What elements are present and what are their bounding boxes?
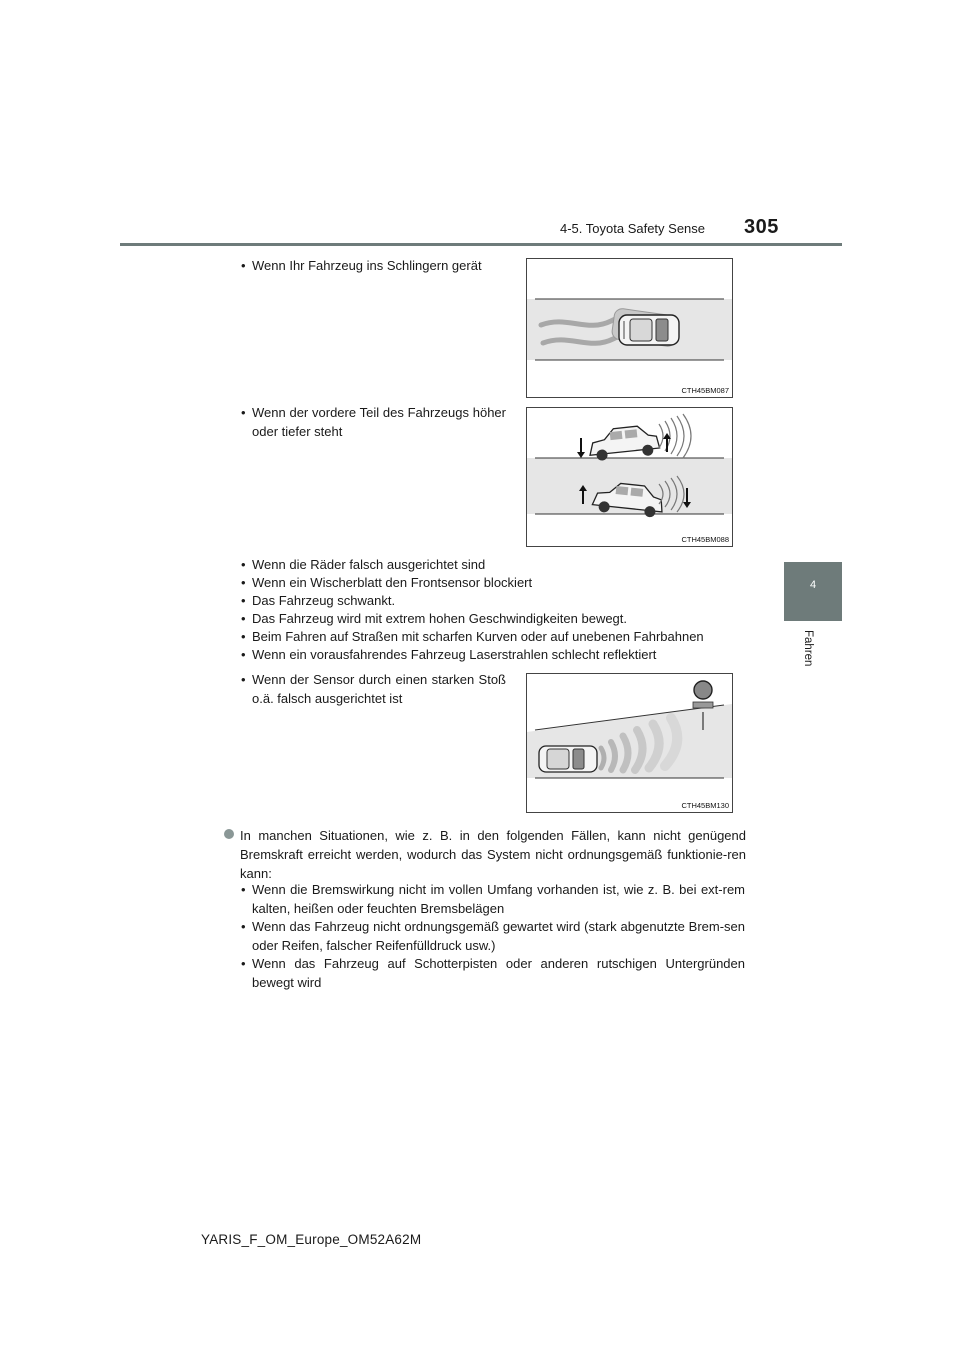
bullet-text: Wenn die Räder falsch ausgerichtet sind [252, 557, 486, 572]
round-bullet-icon [224, 829, 234, 839]
paragraph-text: In manchen Situationen, wie z. B. in den folgenden Fällen, kann nicht genügend Bremskraft erreicht werden, wodurch das System nicht ordnungsgemäß funktionie-ren kann: [240, 828, 746, 881]
bullet-item: • Wenn der vordere Teil des Fahrzeugs höher oder tiefer steht [241, 404, 506, 441]
sensor-misaligned-illustration [527, 674, 732, 812]
header-rule [120, 243, 842, 246]
bullet-text: Wenn die Bremswirkung nicht im vollen Umfang vorhanden ist, wie z. B. bei ext-rem kalten, heißen oder feuchten Bremsbelägen [252, 882, 745, 916]
footer-doc-id: YARIS_F_OM_Europe_OM52A62M [201, 1232, 422, 1247]
bullet-item: • Wenn die Bremswirkung nicht im vollen Umfang vorhanden ist, wie z. B. bei ext-rem kalten, heißen oder feuchten Bremsbelägen [241, 881, 745, 918]
bullet-text: Wenn der Sensor durch einen starken Stoß o.ä. falsch ausgerichtet ist [252, 672, 506, 706]
figure-code: CTH45BM087 [681, 386, 729, 395]
vehicle-pitch-illustration [527, 408, 732, 546]
chapter-number: 4 [809, 579, 817, 591]
bullet-text: Das Fahrzeug schwankt. [252, 593, 396, 608]
figure-vehicle-pitch [526, 407, 733, 547]
figure-code: CTH45BM130 [681, 801, 729, 810]
chapter-label: Fahren [802, 630, 814, 667]
chapter-label-box [776, 630, 816, 670]
bullet-text: Wenn Ihr Fahrzeug ins Schlingern gerät [252, 258, 482, 273]
section-title: 4-5. Toyota Safety Sense [560, 221, 706, 236]
bullet-text: Beim Fahren auf Straßen mit scharfen Kurven oder auf unebenen Fahrbahnen [252, 629, 704, 644]
bullet-item: • Beim Fahren auf Straßen mit scharfen Kurven oder auf unebenen Fahrbahnen [241, 628, 761, 647]
bullet-item: • Wenn ein Wischerblatt den Frontsensor blockiert [241, 574, 761, 593]
bullet-item: • Wenn Ihr Fahrzeug ins Schlingern gerät [241, 257, 506, 276]
bullet-item: • Das Fahrzeug schwankt. [241, 592, 761, 611]
figure-sensor-misaligned [526, 673, 733, 813]
bullet-text: Wenn der vordere Teil des Fahrzeugs höher oder tiefer steht [252, 405, 506, 439]
bullet-item: • Wenn der Sensor durch einen starken Stoß o.ä. falsch ausgerichtet ist [241, 671, 506, 708]
bullet-item: • Das Fahrzeug wird mit extrem hohen Geschwindigkeiten bewegt. [241, 610, 761, 629]
bullet-item: • Wenn das Fahrzeug auf Schotterpisten oder anderen rutschigen Untergründen bewegt wird [241, 955, 745, 992]
bullet-item: • Wenn das Fahrzeug nicht ordnungsgemäß gewartet wird (stark abgenutzte Brem-sen oder Reifen, falscher Reifenfülldruck usw.) [241, 918, 745, 955]
chapter-tab [784, 562, 842, 621]
skidding-car-illustration [527, 259, 732, 397]
bullet-text: Das Fahrzeug wird mit extrem hohen Geschwindigkeiten bewegt. [252, 611, 628, 626]
paragraph-item [224, 826, 746, 883]
bullet-text: Wenn ein Wischerblatt den Frontsensor blockiert [252, 575, 533, 590]
bullet-text: Wenn ein vorausfahrendes Fahrzeug Laserstrahlen schlecht reflektiert [252, 647, 657, 662]
bullet-item: • Wenn die Räder falsch ausgerichtet sind [241, 556, 761, 575]
bullet-text: Wenn das Fahrzeug auf Schotterpisten oder anderen rutschigen Untergründen bewegt wird [252, 956, 745, 990]
bullet-text: Wenn das Fahrzeug nicht ordnungsgemäß gewartet wird (stark abgenutzte Brem-sen oder Reifen, falscher Reifenfülldruck usw.) [252, 919, 745, 953]
figure-skidding-car [526, 258, 733, 398]
bullet-item: • Wenn ein vorausfahrendes Fahrzeug Laserstrahlen schlecht reflektiert [241, 646, 761, 665]
page-number: 305 [744, 216, 779, 238]
figure-code: CTH45BM088 [681, 535, 729, 544]
